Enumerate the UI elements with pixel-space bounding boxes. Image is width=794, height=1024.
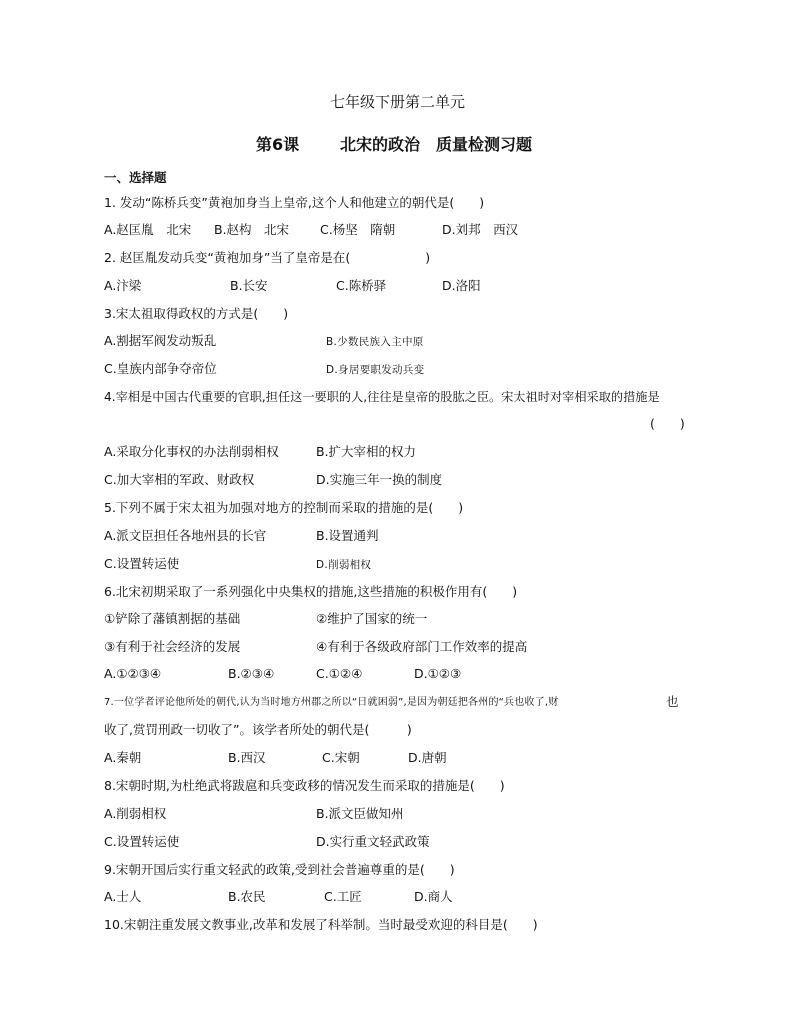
question-8-stem: 8.宋朝时期,为杜绝武将跋扈和兵变政移的情况发生而采取的措施是( )	[104, 778, 505, 793]
question-1-option-c: C.杨坚 隋朝	[320, 222, 396, 237]
question-2-stem: 2. 赵匡胤发动兵变“黄袍加身”当了皇帝是在( )	[104, 250, 431, 265]
question-5-option-b: B.设置通判	[316, 528, 379, 543]
question-2-option-d: D.洛阳	[442, 278, 481, 293]
question-9-option-c: C.工匠	[324, 889, 362, 904]
question-1-option-d: D.刘邦 西汉	[442, 222, 519, 237]
question-4-stem: 4.宰相是中国古代重要的官职,担任这一要职的人,往往是皇帝的股肱之臣。宋太祖时对宰相采取的措施是	[104, 390, 660, 404]
question-7-stem-line-2: 收了,赏罚刑政一切收了”。该学者所处的朝代是( )	[104, 722, 412, 737]
question-6-option-a: A.①②③④	[104, 666, 162, 681]
question-9-stem: 9.宋朝开国后实行重文轻武的政策,受到社会普遍尊重的是( )	[104, 862, 455, 877]
question-3-option-c: C.皇族内部争夺帝位	[104, 361, 217, 376]
lesson-subject: 北宋的政治 质量检测习题	[340, 135, 533, 154]
document-title: 七年级下册第二单元	[330, 93, 466, 111]
question-4-option-d: D.实施三年一换的制度	[316, 472, 443, 487]
question-6-statement-3: ③有利于社会经济的发展	[104, 639, 241, 654]
question-1-option-b: B.赵构 北宋	[214, 222, 290, 237]
question-2-option-a: A.汴梁	[104, 278, 142, 293]
question-8-option-a: A.削弱相权	[104, 806, 167, 821]
question-8-option-b: B.派文臣做知州	[316, 806, 404, 821]
question-4-option-a: A.采取分化事权的办法削弱相权	[104, 444, 279, 459]
question-8-option-c: C.设置转运使	[104, 834, 180, 849]
question-5-option-c: C.设置转运使	[104, 556, 180, 571]
question-5-option-d: D.削弱相权	[316, 559, 372, 571]
question-6-stem: 6.北宋初期采取了一系列强化中央集权的措施,这些措施的积极作用有( )	[104, 584, 518, 599]
question-7-option-a: A.秦朝	[104, 750, 142, 765]
lesson-number: 第6课	[256, 135, 300, 154]
question-3-option-a: A.割据军阀发动叛乱	[104, 333, 217, 348]
question-7-option-b: B.西汉	[228, 750, 266, 765]
question-6-statement-2: ②维护了国家的统一	[316, 611, 428, 626]
question-3-option-d: D.身居要职发动兵变	[326, 364, 425, 376]
question-7-stem-line-1-end: 也	[666, 694, 679, 709]
question-1-option-a: A.赵匡胤 北宋	[104, 222, 192, 237]
question-7-stem-line-1: 7.一位学者评论他所处的朝代,认为当时地方州郡之所以“日就困弱”,是因为朝廷把各州的“兵也收了,财	[104, 697, 559, 708]
question-5-stem: 5.下列不属于宋太祖为加强对地方的控制而采取的措施的是( )	[104, 500, 464, 515]
question-7-option-c: C.宋朝	[322, 750, 360, 765]
question-6-option-c: C.①②④	[316, 666, 363, 681]
question-2-option-c: C.陈桥驿	[336, 278, 387, 293]
question-6-statement-4: ④有利于各级政府部门工作效率的提高	[316, 639, 528, 654]
section-heading: 一、选择题	[104, 170, 167, 185]
question-6-option-d: D.①②③	[414, 666, 462, 681]
question-9-option-d: D.商人	[414, 889, 453, 904]
question-1-stem: 1. 发动“陈桥兵变”黄袍加身当上皇帝,这个人和他建立的朝代是( )	[104, 195, 485, 210]
question-6-statement-1: ①铲除了藩镇割据的基础	[104, 611, 241, 626]
question-3-option-b: B.少数民族入主中原	[326, 336, 424, 348]
question-4-option-b: B.扩大宰相的权力	[316, 444, 417, 459]
question-5-option-a: A.派文臣担任各地州县的长官	[104, 528, 267, 543]
question-8-option-d: D.实行重文轻武政策	[316, 834, 430, 849]
question-10-stem: 10.宋朝注重发展文教事业,改革和发展了科举制。当时最受欢迎的科目是( )	[104, 917, 538, 932]
question-9-option-a: A.士人	[104, 889, 142, 904]
question-6-option-b: B.②③④	[228, 666, 275, 681]
question-2-option-b: B.长安	[230, 278, 268, 293]
question-4-answer-paren: ( )	[650, 416, 685, 431]
question-7-option-d: D.唐朝	[408, 750, 447, 765]
question-9-option-b: B.农民	[228, 889, 266, 904]
question-3-stem: 3.宋太祖取得政权的方式是( )	[104, 306, 289, 321]
question-4-option-c: C.加大宰相的军政、财政权	[104, 472, 255, 487]
